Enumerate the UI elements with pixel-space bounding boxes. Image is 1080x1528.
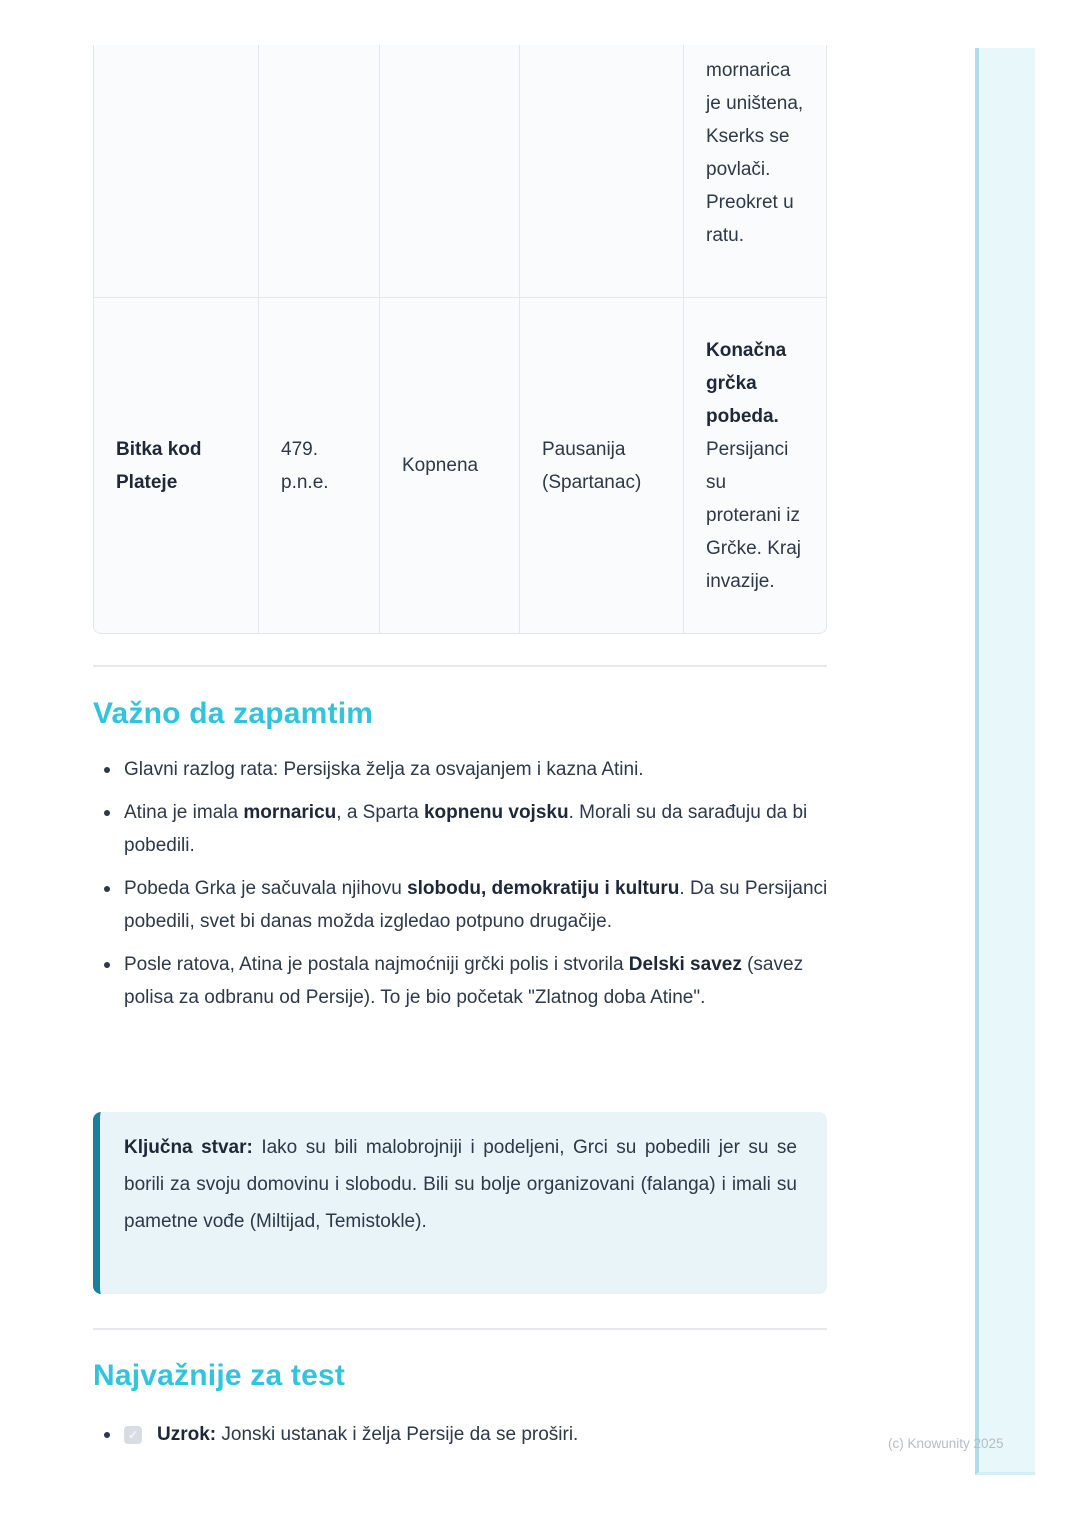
text-segment: Iako su bili malobrojniji i podeljeni, Grci su pobedili jer su se borili za svoju domovinu i slobodu. Bili su bolje organizovani (falanga) i imali su pametne vođe (Miltijad, Temistokle). [124,1137,797,1232]
list-item [93,872,830,938]
text-segment: Ključna stvar: [124,1137,253,1158]
bullet-icon [104,767,110,773]
list-item [93,1418,830,1451]
table-cell-leader [519,298,683,633]
table-cell-battle-name [94,298,258,633]
page-edge-strip [975,48,1035,1475]
section-divider [93,1328,827,1330]
list-item [93,753,830,786]
table-row [94,297,826,633]
text-segment: (savez polisa za odbranu od Persije). To je bio početak "Zlatnog doba Atine". [124,954,804,1008]
bullet-icon [104,1432,110,1438]
text-segment: Pausanija (Spartanac) [542,438,642,493]
check-icon: ✓ [127,1428,139,1442]
table-cell [683,45,827,297]
text-segment: Pobeda Grka je sačuvala njihovu [124,878,408,899]
list-item-text [124,872,830,938]
bullet-icon [104,810,110,816]
text-segment: Atina je imala [124,802,244,823]
text-segment: Glavni razlog rata: Persijska želja za osvajanjem i kazna Atini. [124,759,644,780]
table-cell [379,45,519,297]
text-segment: Persijanci su proterani iz Grčke. Kraj invazije. [706,438,802,592]
text-segment: Delski savez [628,954,742,975]
table-cell [519,45,683,297]
list-item-text [124,796,830,862]
table-cell-year [258,298,379,633]
battles-table [93,45,827,634]
list-item [93,948,830,1014]
text-segment: mornaricu [243,802,337,823]
table-cell-type [379,298,519,633]
bullet-icon [104,962,110,968]
list-item-text [124,753,830,786]
watermark: (c) Knowunity 2025 [888,1436,1004,1451]
text-segment: 479. p.n.e. [281,438,329,493]
test-list [93,1418,830,1461]
text-segment: . Da su Persijanci pobedili, svet bi danas možda izgledao potpuno drugačije. [124,878,828,932]
list-item [93,796,830,862]
text-segment: Jonski ustanak i želja Persije da se proširi. [216,1424,579,1445]
text-segment: Posle ratova, Atina je postala najmoćniji grčki polis i stvorila [124,954,629,975]
text-segment: kopnenu vojsku [423,802,569,823]
text-segment: . Morali su da sarađuju da bi pobedili. [124,802,808,856]
section-title-test: Najvažnije za test [93,1359,346,1392]
table-row [94,45,826,297]
bullet-icon [104,886,110,892]
table-cell [258,45,379,297]
callout-text [124,1129,797,1240]
text-segment: Uzrok: [157,1424,217,1445]
list-item-text [157,1418,830,1451]
checkbox-checked[interactable] [124,1426,142,1444]
section-divider [93,665,827,667]
text-segment: mornarica je uništena, Kserks se povlači. Preokret u ratu. [706,60,804,246]
text-segment: Bitka kod Plateje [116,438,202,493]
list-item-text [124,948,830,1014]
section-title-remember: Važno da zapamtim [93,697,374,730]
table-cell-outcome [683,298,827,633]
key-point-callout [93,1112,827,1294]
text-segment: slobodu, demokratiju i kulturu [407,878,680,899]
text-segment: , a Sparta [336,802,424,823]
table-cell [94,45,258,297]
remember-list [93,753,830,1024]
text-segment: Kopnena [402,455,479,476]
text-segment: Konačna grčka pobeda. [706,339,787,427]
